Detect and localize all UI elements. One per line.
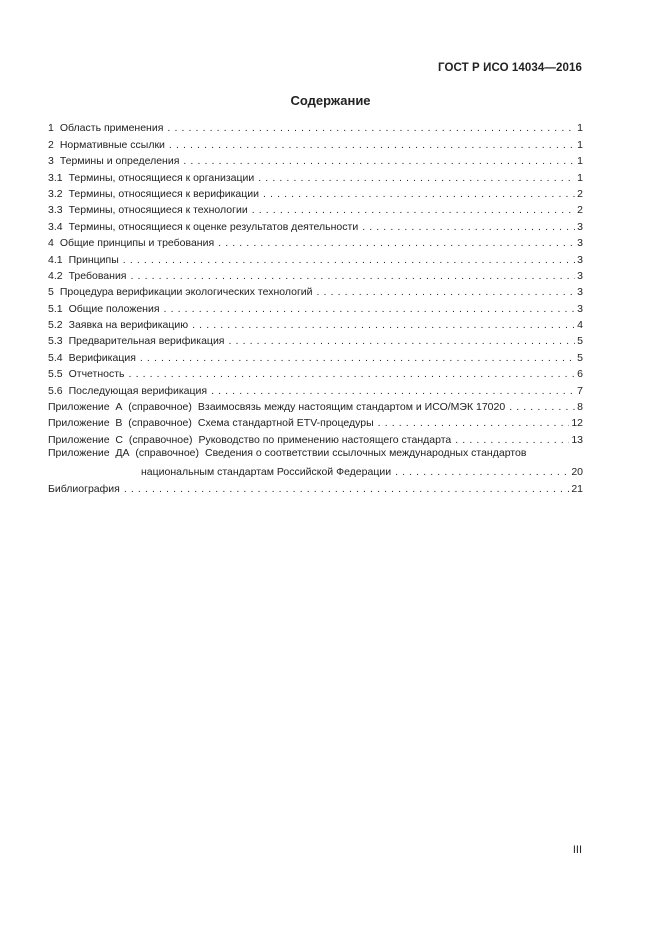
document-header: ГОСТ Р ИСО 14034—2016 — [437, 62, 582, 74]
toc-entry-title: Общие положения — [68, 302, 160, 315]
toc-entry-title: Предварительная верификация — [68, 335, 225, 348]
toc-entry[interactable] — [48, 185, 583, 201]
toc-entry-page: 1 — [577, 138, 583, 151]
toc-entry-title: Общие принципы и требования — [59, 237, 215, 250]
toc-entry[interactable] — [48, 381, 583, 397]
appendix-title: Схема стандартной ETV-процедуры — [197, 417, 374, 430]
toc-entry-page: 4 — [577, 319, 583, 332]
toc-entry-title: Термины, относящиеся к верификации — [68, 187, 259, 200]
dot-leader — [258, 172, 575, 185]
appendix-page: 20 — [571, 465, 583, 478]
toc-entry-page: 2 — [577, 187, 583, 200]
toc-bibliography-entry[interactable] — [48, 480, 583, 496]
bibliography-title: Библиография — [48, 483, 120, 496]
toc-entry-title: Заявка на верификацию — [68, 319, 189, 332]
dot-leader — [192, 319, 575, 332]
toc-entry-title: Термины и определения — [59, 155, 180, 168]
appendix-label: Приложение В (справочное) — [48, 417, 192, 430]
toc-entry-number: 4.2 — [48, 269, 63, 282]
toc-entry-number: 3 — [48, 155, 54, 168]
toc-entry-title: Термины, относящиеся к оценке результатов деятельности — [68, 220, 359, 233]
appendix-title: Руководство по применению настоящего стандарта — [198, 433, 452, 446]
dot-leader — [140, 352, 575, 365]
toc-entry[interactable] — [48, 250, 583, 266]
toc-entry[interactable] — [48, 168, 583, 184]
toc-entry-page: 1 — [577, 122, 583, 135]
toc-entry-title: Термины, относящиеся к технологии — [68, 204, 248, 217]
dot-leader — [164, 303, 576, 316]
toc-entry-page: 5 — [577, 335, 583, 348]
toc-entry[interactable] — [48, 348, 583, 364]
toc-entry-title: Область применения — [59, 122, 164, 135]
dot-leader — [263, 188, 575, 201]
toc-entry-number: 2 — [48, 138, 54, 151]
toc-entry-page: 5 — [577, 351, 583, 364]
toc-entry-page: 3 — [577, 286, 583, 299]
toc-entry-page: 7 — [577, 384, 583, 397]
dot-leader — [252, 204, 575, 217]
toc-entry-number: 5.5 — [48, 368, 63, 381]
toc-entry-number: 5.1 — [48, 302, 63, 315]
toc-entry-number: 3.4 — [48, 220, 63, 233]
toc-entry-page: 3 — [577, 220, 583, 233]
toc-entry-number: 4 — [48, 237, 54, 250]
toc-entry-number: 1 — [48, 122, 54, 135]
dot-leader — [129, 368, 576, 381]
toc-appendix-entry[interactable] — [48, 398, 583, 414]
dot-leader — [218, 237, 575, 250]
appendix-label: Приложение ДА (справочное) — [48, 446, 199, 459]
bibliography-page: 21 — [571, 483, 583, 496]
toc-entry-page: 3 — [577, 253, 583, 266]
dot-leader — [362, 221, 575, 234]
toc-entry-number: 3.1 — [48, 171, 63, 184]
toc-entry-title: Верификация — [68, 351, 136, 364]
toc-entry-number: 5.4 — [48, 351, 63, 364]
toc-entry[interactable] — [48, 316, 583, 332]
toc-appendix-entry[interactable] — [48, 447, 583, 480]
toc-entry-page: 3 — [577, 237, 583, 250]
toc-entry-number: 5.3 — [48, 335, 63, 348]
toc-entry-page: 2 — [577, 204, 583, 217]
toc-appendix-entry[interactable] — [48, 414, 583, 430]
dot-leader — [455, 434, 569, 447]
toc-entry[interactable] — [48, 217, 583, 233]
toc-entry-number: 5.2 — [48, 319, 63, 332]
toc-entry[interactable] — [48, 267, 583, 283]
appendix-title-line2: национальным стандартам Российской Федерации — [141, 465, 392, 478]
dot-leader — [131, 270, 576, 283]
toc-appendix-entry[interactable] — [48, 430, 583, 446]
dot-leader — [167, 122, 575, 135]
toc-entry-page: 3 — [577, 302, 583, 315]
appendix-title: Взаимосвязь между настоящим стандартом и ИСО/МЭК 17020 — [197, 401, 506, 414]
toc-entry-number: 5 — [48, 286, 54, 299]
toc-entry-page: 6 — [577, 368, 583, 381]
toc-entry-title: Нормативные ссылки — [59, 138, 165, 151]
toc-entry-number: 4.1 — [48, 253, 63, 266]
toc-entry[interactable] — [48, 119, 583, 135]
toc-entry-page: 1 — [577, 171, 583, 184]
appendix-page: 12 — [571, 417, 583, 430]
toc-entry-title: Отчетность — [68, 368, 125, 381]
dot-leader — [317, 286, 576, 299]
toc-entry-number: 3.3 — [48, 204, 63, 217]
toc-entry[interactable] — [48, 299, 583, 315]
toc-entry-title: Процедура верификации экологических технологий — [59, 286, 313, 299]
dot-leader — [509, 401, 575, 414]
toc-entry-page: 1 — [577, 155, 583, 168]
table-of-contents — [48, 119, 583, 496]
dot-leader — [378, 417, 570, 430]
toc-entry[interactable] — [48, 152, 583, 168]
page-number: III — [572, 844, 582, 856]
toc-entry[interactable] — [48, 283, 583, 299]
appendix-title-line1: Сведения о соответствии ссылочных международных стандартов — [205, 446, 527, 459]
toc-entry-number: 5.6 — [48, 384, 63, 397]
appendix-page: 8 — [577, 401, 583, 414]
dot-leader — [395, 466, 569, 479]
toc-entry[interactable] — [48, 135, 583, 151]
toc-entry-title: Требования — [68, 269, 127, 282]
toc-entry-title: Принципы — [68, 253, 119, 266]
toc-entry[interactable] — [48, 332, 583, 348]
dot-leader — [123, 254, 575, 267]
appendix-page: 13 — [571, 433, 583, 446]
dot-leader — [211, 385, 575, 398]
dot-leader — [183, 155, 575, 168]
dot-leader — [229, 335, 576, 348]
toc-entry-title: Последующая верификация — [68, 384, 208, 397]
dot-leader — [169, 139, 575, 152]
toc-entry[interactable] — [48, 365, 583, 381]
toc-entry[interactable] — [48, 201, 583, 217]
appendix-label: Приложение С (справочное) — [48, 433, 193, 446]
toc-entry[interactable] — [48, 234, 583, 250]
toc-entry-title: Термины, относящиеся к организации — [68, 171, 255, 184]
dot-leader — [124, 483, 569, 496]
page-title: Содержание — [290, 93, 371, 108]
appendix-label: Приложение А (справочное) — [48, 401, 192, 414]
toc-entry-number: 3.2 — [48, 187, 63, 200]
toc-entry-page: 3 — [577, 269, 583, 282]
